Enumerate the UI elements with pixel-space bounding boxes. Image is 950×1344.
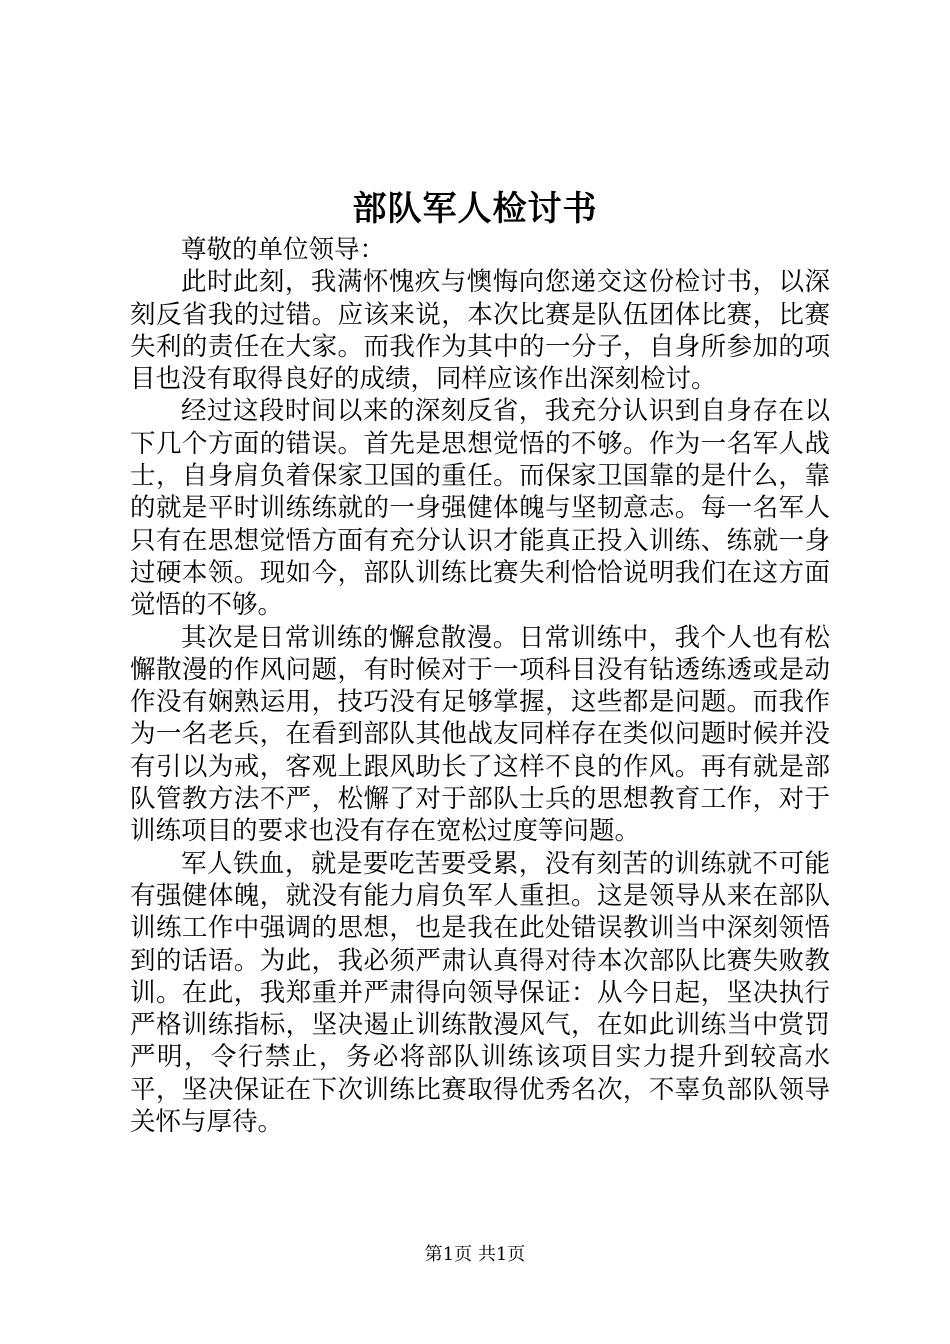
- salutation: 尊敬的单位领导：: [181, 235, 386, 265]
- document-body: [130, 234, 830, 1138]
- paragraph: 此时此刻，我满怀愧疚与懊悔向您递交这份检讨书，以深刻反省我的过错。应该来说，本次比赛是队伍团体比赛，比赛失利的责任在大家。而我作为其中的一分子，自身所参加的项目也没有取得良好的成绩，同样应该作出深刻检讨。: [130, 267, 830, 395]
- paragraph: 其次是日常训练的懈怠散漫。日常训练中，我个人也有松懈散漫的作风问题，有时候对于一项科目没有钻透练透或是动作没有娴熟运用，技巧没有足够掌握，这些都是问题。而我作为一名老兵，在看到部队其他战友同样存在类似问题时候并没有引以为戒，客观上跟风助长了这样不良的作风。再有就是部队管教方法不严，松懈了对于部队士兵的思想教育工作，对于训练项目的要求也没有存在宽松过度等问题。: [130, 622, 830, 847]
- paragraph: 军人铁血，就是要吃苦要受累，没有刻苦的训练就不可能有强健体魄，就没有能力肩负军人重担。这是领导从来在部队训练工作中强调的思想，也是我在此处错误教训当中深刻领悟到的话语。为此，我必须严肃认真得对待本次部队比赛失败教训。在此，我郑重并严肃得向领导保证：从今日起，坚决执行严格训练指标，坚决遏止训练散漫风气，在如此训练当中赏罚严明，令行禁止，务必将部队训练该项目实力提升到较高水平，坚决保证在下次训练比赛取得优秀名次，不辜负部队领导关怀与厚待。: [130, 848, 830, 1138]
- paragraph: 经过这段时间以来的深刻反省，我充分认识到自身存在以下几个方面的错误。首先是思想觉悟的不够。作为一名军人战士，自身肩负着保家卫国的重任。而保家卫国靠的是什么，靠的就是平时训练练就的一身强健体魄与坚韧意志。每一名军人只有在思想觉悟方面有充分认识才能真正投入训练、练就一身过硬本领。现如今，部队训练比赛失利恰恰说明我们在这方面觉悟的不够。: [130, 396, 830, 621]
- document-title: 部队军人检讨书: [352, 189, 598, 229]
- page-number: 第1页 共1页: [424, 1244, 526, 1265]
